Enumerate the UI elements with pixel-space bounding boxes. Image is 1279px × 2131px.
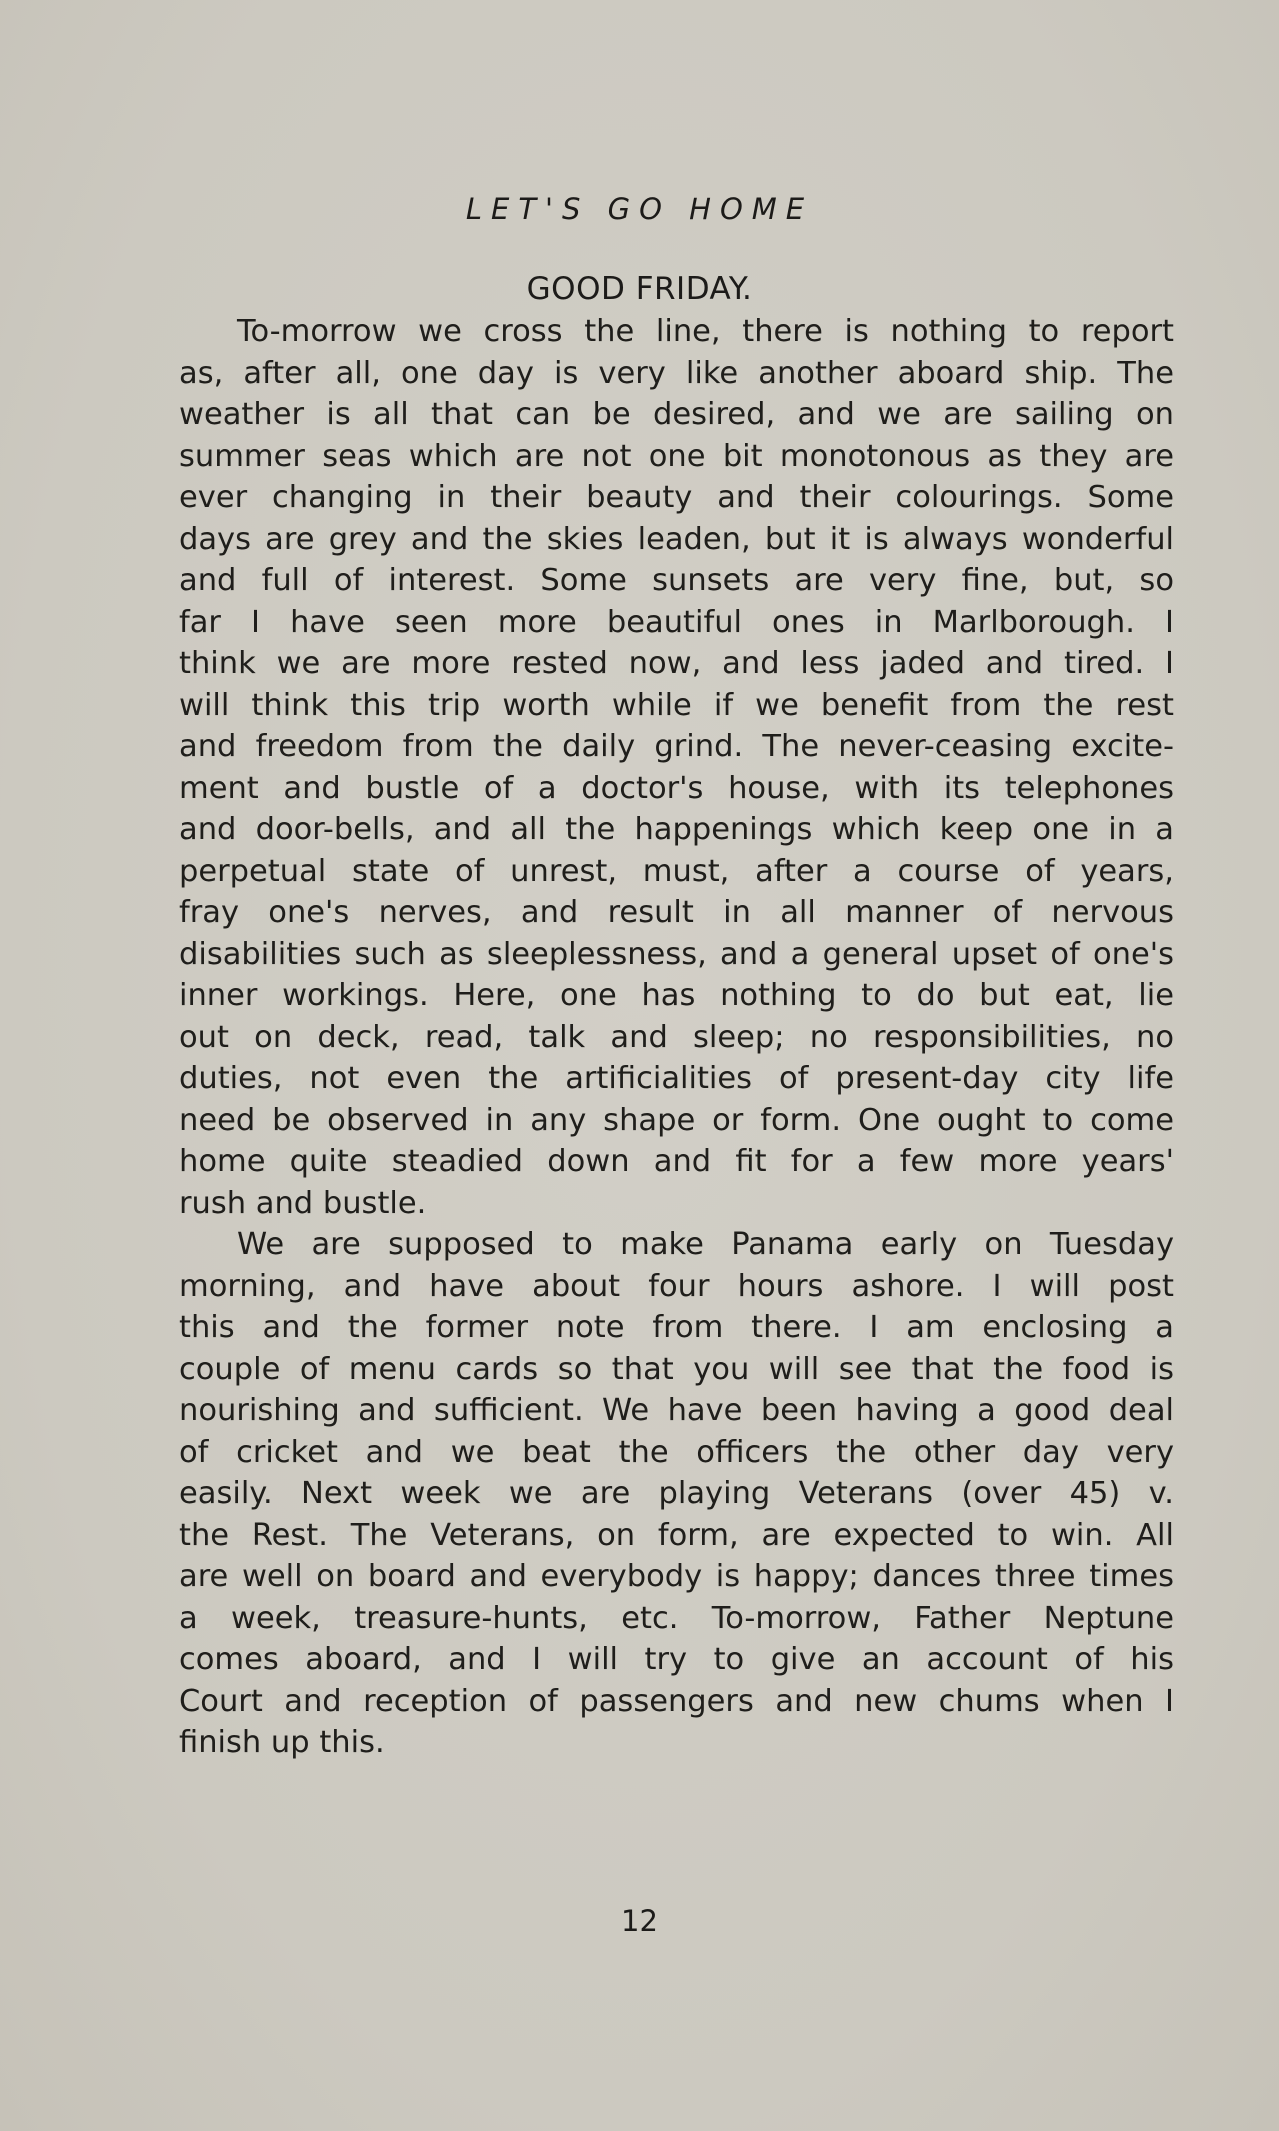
text-line: morning, and have about four hours ashore. I will post — [179, 1268, 1174, 1304]
text-line: duties, not even the artificialities of present-day city life — [179, 1061, 1174, 1096]
text-line: Court and reception of passengers and new chums when I — [179, 1683, 1174, 1719]
text-line: far I have seen more beautiful ones in Marlborough. I — [179, 604, 1174, 640]
text-line: summer seas which are not one bit monotonous as they are — [179, 438, 1174, 474]
text-line: the Rest. The Veterans, on form, are expected to win. All — [179, 1517, 1174, 1553]
text-line: weather is all that can be desired, and we are sailing on — [179, 397, 1174, 432]
text-line: inner workings. Here, one has nothing to do but eat, lie — [179, 978, 1174, 1013]
running-head: LET'S GO HOME — [465, 192, 814, 226]
text-line: ment and bustle of a doctor's house, with its telephones — [179, 770, 1174, 806]
text-line: as, after all, one day is very like another aboard ship. The — [179, 355, 1174, 391]
text-line: home quite steadied down and fit for a few more years' — [179, 1144, 1174, 1179]
text-line: couple of menu cards so that you will see that the food is — [179, 1351, 1174, 1387]
text-line: We are supposed to make Panama early on Tuesday — [237, 1227, 1174, 1262]
text-line: days are grey and the skies leaden, but it is always wonderful — [179, 521, 1174, 557]
text-line: out on deck, read, talk and sleep; no responsibilities, no — [179, 1019, 1174, 1055]
text-line: and freedom from the daily grind. The never-ceasing excite- — [179, 729, 1174, 764]
body-text — [179, 311, 1174, 1764]
text-line: disabilities such as sleeplessness, and a general upset of one's — [179, 936, 1174, 972]
text-line: a week, treasure-hunts, etc. To-morrow, Father Neptune — [179, 1600, 1174, 1636]
text-line: this and the former note from there. I am enclosing a — [179, 1310, 1174, 1345]
text-line: nourishing and sufficient. We have been having a good deal — [179, 1393, 1174, 1428]
text-line: will think this trip worth while if we benefit from the rest — [179, 687, 1174, 723]
text-line: ever changing in their beauty and their colourings. Some — [179, 480, 1174, 515]
text-line: and door-bells, and all the happenings which keep one in a — [179, 812, 1174, 847]
section-title: GOOD FRIDAY. — [526, 271, 753, 307]
text-line: rush and bustle. — [179, 1185, 427, 1221]
text-line: and full of interest. Some sunsets are very fine, but, so — [179, 563, 1174, 598]
text-line: of cricket and we beat the officers the other day very — [179, 1434, 1174, 1470]
text-line: perpetual state of unrest, must, after a course of years, — [179, 853, 1174, 889]
text-line: think we are more rested now, and less jaded and tired. I — [179, 646, 1174, 681]
text-line: finish up this. — [179, 1725, 385, 1760]
text-line: comes aboard, and I will try to give an account of his — [179, 1642, 1174, 1677]
page-number: 12 — [621, 1904, 658, 1938]
text-line: To-morrow we cross the line, there is nothing to report — [237, 314, 1174, 349]
text-line: easily. Next week we are playing Veterans (over 45) v. — [179, 1476, 1174, 1511]
text-line: fray one's nerves, and result in all manner of nervous — [179, 895, 1174, 930]
text-line: need be observed in any shape or form. One ought to come — [179, 1102, 1174, 1138]
text-line: are well on board and everybody is happy; dances three times — [179, 1559, 1174, 1594]
